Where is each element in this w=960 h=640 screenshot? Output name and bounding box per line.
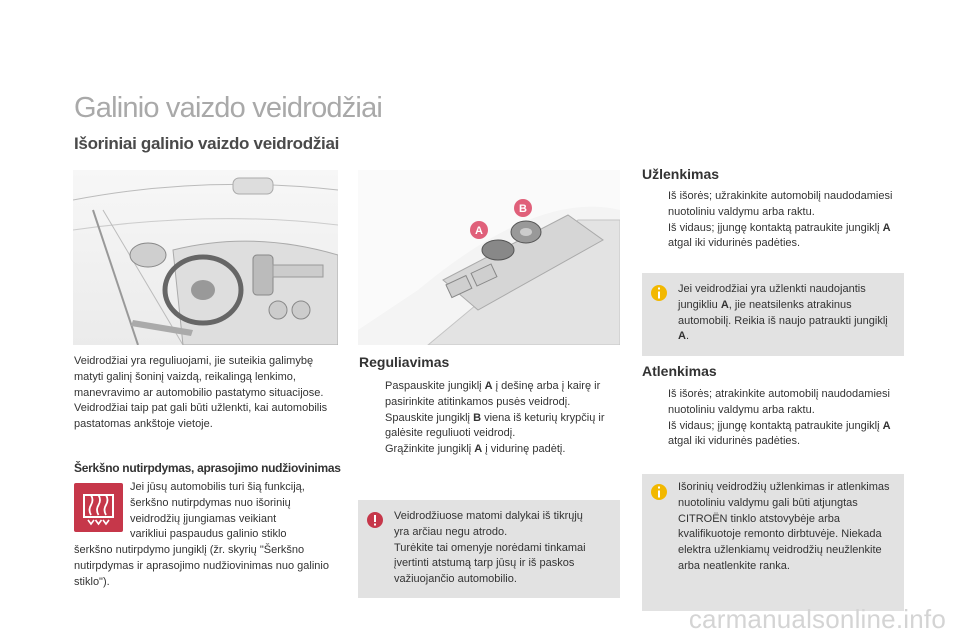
folding-title: Užlenkimas (642, 166, 720, 182)
list-item: Iš išorės; atrakinkite automobilį naudodamiesi nuotoliniu valdymu arba raktu. (668, 388, 890, 416)
heating-line-1: Jei jūsų automobilis turi šią funkciją, (130, 481, 305, 493)
label-a: A (475, 225, 483, 237)
warning-line-2: yra arčiau negu atrodo. (394, 525, 508, 538)
unfolding-info-text: Išorinių veidrodžių užlenkimas ir atlenkimas nuotoliniu valdymu gali būti atjungtas CITROËN tinklo atstovybėje arba kvalifikuotoje remonto dirbtuvėje. Niekada elektra užlenkiamų veidrodžių neužlenkite arba neatlenkite ranka. (678, 481, 890, 572)
list-item: Iš vidaus; įjungę kontaktą patraukite jungiklį A atgal iki vidurinės padėties. (668, 419, 891, 448)
heating-line-3: veidrodžių įjungiamas veikiant (130, 512, 277, 525)
heating-heading: Šerkšno nutirpdymas, aprasojimo nudžiovinimas (74, 461, 341, 475)
regulation-title: Reguliavimas (359, 354, 450, 370)
warning-line-1: Veidrodžiuose matomi dalykai iš tikrųjų (394, 510, 583, 522)
warning-icon (366, 511, 384, 529)
warning-line-3: Turėkite tai omenyje norėdami tinkamai (394, 541, 586, 554)
list-item: Iš išorės; užrakinkite automobilį naudodamiesi nuotoliniu valdymu arba raktu. (668, 190, 893, 218)
unfolding-list (644, 387, 904, 450)
list-item: Paspauskite jungiklį A į dešinę arba į kairę ir pasirinkite atitinkamos pusės veidrodį. (385, 380, 601, 408)
heating-rest: šerkšno nutirpdymo jungiklį (žr. skyrių "Šerkšno nutirpdymas ir aprasojimo nudžiovinimas nuo galinio stiklo"). (74, 544, 329, 588)
car-interior-illustration (73, 170, 338, 345)
heating-line-4: varikliui paspaudus galinio stiklo (130, 528, 287, 541)
rear-defrost-icon (74, 483, 123, 532)
warning-line-4: įvertinti atstumą tarp jūsų ir iš paskos (394, 557, 575, 570)
page-title: Galinio vaizdo veidrodžiai (74, 92, 383, 124)
folding-list (644, 189, 904, 252)
unfolding-title: Atlenkimas (642, 363, 717, 379)
warning-line-5: važiuojančio automobilio. (394, 573, 517, 586)
folding-info-box (642, 273, 904, 356)
folding-info-text: Jei veidrodžiai yra užlenkti naudojantis jungikliu A, jie neatsilenks atrakinus automobilį. Reikia iš naujo patraukti jungiklį A. (678, 283, 888, 343)
warning-box (358, 500, 620, 598)
mirror-control-illustration (358, 170, 620, 345)
label-b: B (519, 203, 527, 215)
section-subtitle: Išoriniai galinio vaizdo veidrodžiai (74, 134, 340, 153)
list-item: Iš vidaus; įjungę kontaktą patraukite jungiklį A atgal iki vidurinės padėties. (668, 221, 891, 250)
info-icon (650, 284, 668, 302)
intro-paragraph: Veidrodžiai yra reguliuojami, jie suteikia galimybę matyti galinį šoninį vaizdą, reikalingą lenkimo, manevravimo ar automobilio pastatymo situacijose. Veidrodžiai taip pat gali būti užlenkti, kai automobilis pastatomas ankštoje vietoje. (74, 355, 328, 431)
heating-line-2: šerkšno nutirpdymas nuo išorinių (130, 496, 291, 509)
watermark: carmanualsonline.info (688, 604, 946, 634)
unfolding-info-box (642, 474, 904, 611)
list-item: Spauskite jungiklį B viena iš keturių krypčių ir galėsite reguliuoti veidrodį. (385, 411, 605, 440)
intro-text-block (74, 354, 339, 433)
regulation-list (361, 379, 623, 458)
list-item: Grąžinkite jungiklį A į vidurinę padėtį. (385, 443, 566, 456)
info-icon (650, 483, 668, 501)
